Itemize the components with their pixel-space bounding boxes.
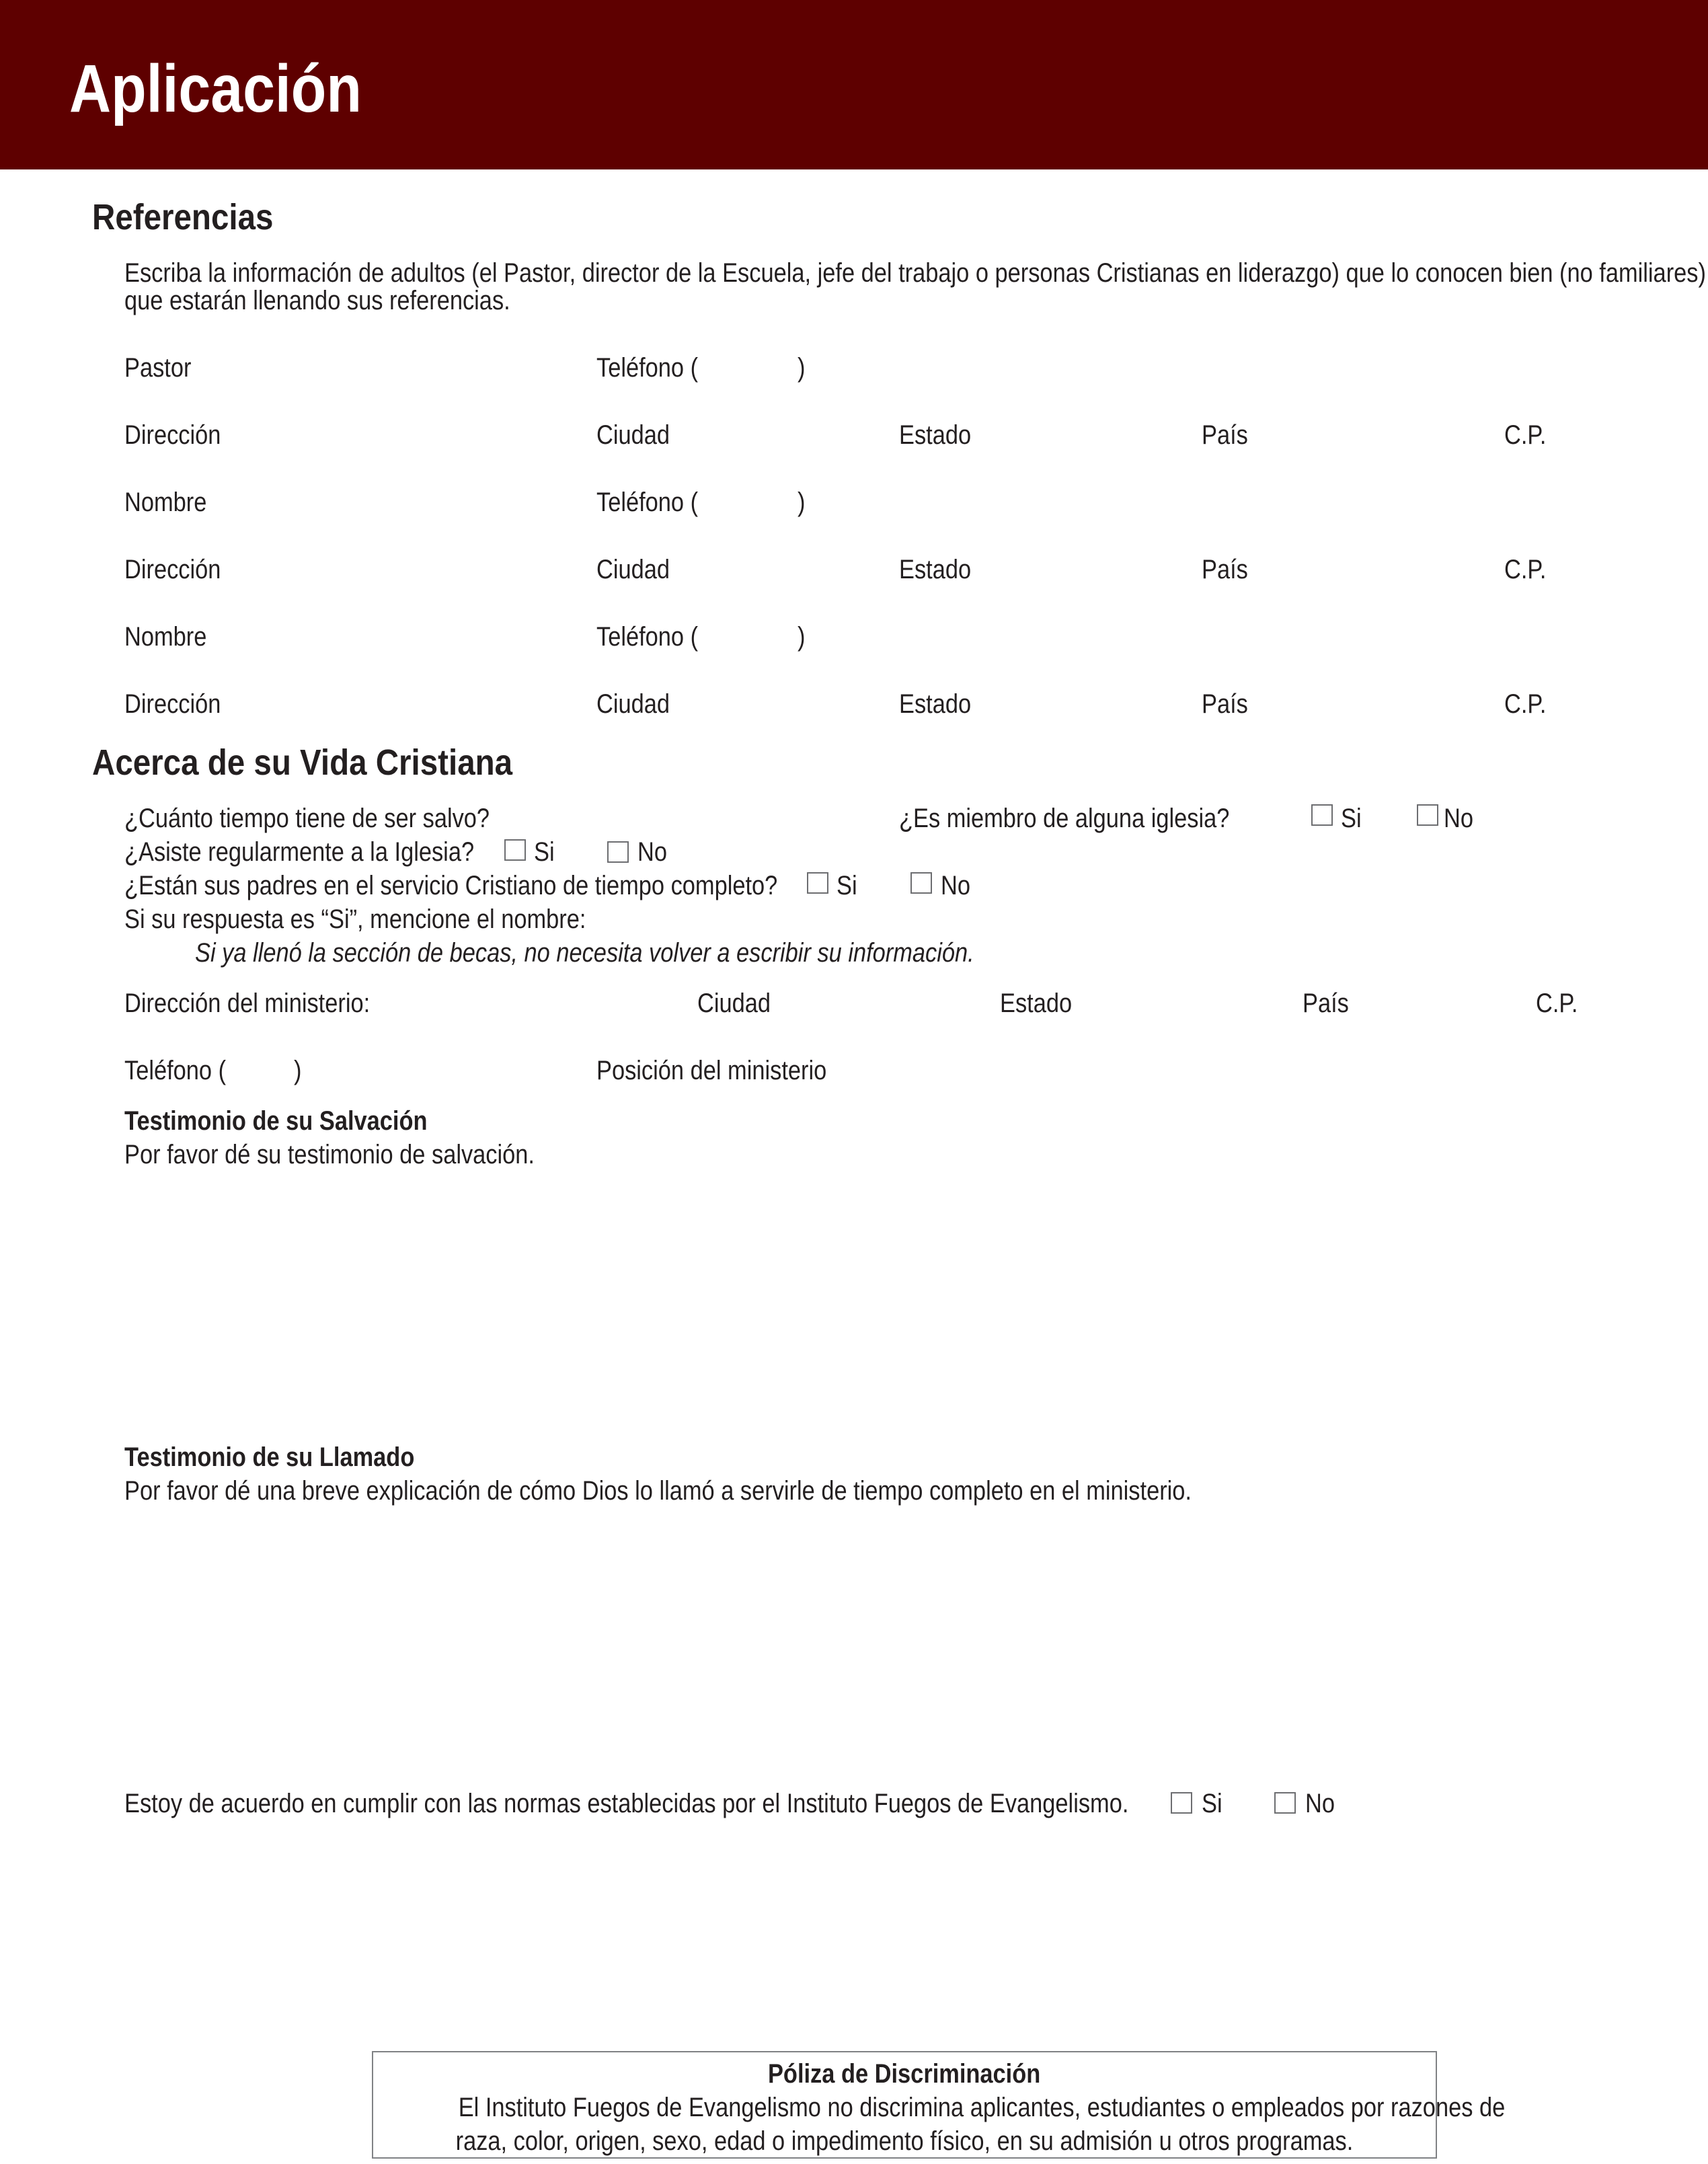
ref1-address-label: Dirección: [124, 420, 221, 450]
ministry-position-label: Posición del ministerio: [596, 1056, 827, 1085]
ref2-name-label: Nombre: [124, 488, 207, 517]
ministry-phone-label: Teléfono (: [124, 1056, 227, 1085]
ref3-phone-label: Teléfono (: [596, 622, 699, 652]
scholarship-note: Si ya llenó la sección de becas, no necesita volver a escribir su información.: [195, 938, 974, 968]
attends-question: ¿Asiste regularmente a la Iglesia?: [124, 837, 475, 867]
parents-yes-label: Si: [837, 871, 857, 900]
saved-question: ¿Cuánto tiempo tiene de ser salvo?: [124, 804, 490, 833]
ref2-state-label: Estado: [899, 555, 972, 584]
christian-life-heading: Acerca de su Vida Cristiana: [92, 742, 513, 783]
member-yes-label: Si: [1341, 804, 1362, 833]
parents-no-checkbox[interactable]: [910, 872, 932, 894]
references-heading: Referencias: [92, 197, 274, 237]
ref1-zip-label: C.P.: [1504, 420, 1547, 450]
agreement-statement: Estoy de acuerdo en cumplir con las normas establecidas por el Instituto Fuegos de Evangelismo.: [124, 1789, 1129, 1818]
attends-no-label: No: [637, 837, 667, 867]
ref2-phone-label: Teléfono (: [596, 488, 699, 517]
ref2-phone-close: ): [798, 488, 806, 517]
ref2-country-label: País: [1202, 555, 1248, 584]
attends-yes-label: Si: [534, 837, 555, 867]
ministry-country-label: País: [1303, 989, 1349, 1018]
ref3-phone-close: ): [798, 622, 806, 652]
page-title: Aplicación: [69, 51, 362, 126]
ref2-zip-label: C.P.: [1504, 555, 1547, 584]
ref1-city-label: Ciudad: [596, 420, 670, 450]
policy-line1: El Instituto Fuegos de Evangelismo no discrimina aplicantes, estudiantes o empleados por razones de: [458, 2093, 1506, 2122]
ministry-phone-close: ): [294, 1056, 302, 1085]
ref3-address-label: Dirección: [124, 689, 221, 719]
header-banner: [0, 0, 1708, 169]
calling-testimony-prompt: Por favor dé una breve explicación de cómo Dios lo llamó a servirle de tiempo completo en el ministerio.: [124, 1476, 1192, 1506]
calling-testimony-heading: Testimonio de su Llamado: [124, 1442, 415, 1472]
member-no-checkbox[interactable]: [1417, 804, 1438, 826]
attends-yes-checkbox[interactable]: [504, 839, 526, 861]
ref1-state-label: Estado: [899, 420, 972, 450]
member-no-label: No: [1444, 804, 1473, 833]
ministry-address-label: Dirección del ministerio:: [124, 989, 371, 1018]
ref1-phone-label: Teléfono (: [596, 353, 699, 383]
ref1-country-label: País: [1202, 420, 1248, 450]
ref3-state-label: Estado: [899, 689, 972, 719]
parents-question: ¿Están sus padres en el servicio Cristiano de tiempo completo?: [124, 871, 778, 900]
discrimination-policy-box: [372, 2051, 1506, 2159]
parents-no-label: No: [941, 871, 970, 900]
ref1-name-label: Pastor: [124, 353, 192, 383]
agreement-yes-checkbox[interactable]: [1171, 1792, 1192, 1814]
attends-no-checkbox[interactable]: [607, 841, 629, 863]
agreement-no-label: No: [1305, 1789, 1335, 1818]
ref2-address-label: Dirección: [124, 555, 221, 584]
parents-yes-checkbox[interactable]: [807, 872, 828, 894]
policy-line2: raza, color, origen, sexo, edad o impedimento físico, en su admisión u otros programas.: [455, 2126, 1354, 2156]
ministry-zip-label: C.P.: [1536, 989, 1578, 1018]
name-prompt: Si su respuesta es “Si”, mencione el nombre:: [124, 904, 586, 934]
ref3-name-label: Nombre: [124, 622, 207, 652]
ref1-phone-close: ): [798, 353, 806, 383]
agreement-yes-label: Si: [1202, 1789, 1222, 1818]
ministry-city-label: Ciudad: [697, 989, 771, 1018]
salvation-testimony-heading: Testimonio de su Salvación: [124, 1106, 428, 1136]
ref3-city-label: Ciudad: [596, 689, 670, 719]
ref3-zip-label: C.P.: [1504, 689, 1547, 719]
member-yes-checkbox[interactable]: [1311, 804, 1333, 826]
agreement-no-checkbox[interactable]: [1274, 1792, 1296, 1814]
ref3-country-label: País: [1202, 689, 1248, 719]
references-intro-line2: que estarán llenando sus referencias.: [124, 286, 510, 315]
member-question: ¿Es miembro de alguna iglesia?: [899, 804, 1230, 833]
policy-title: Póliza de Discriminación: [768, 2059, 1041, 2089]
ministry-state-label: Estado: [1000, 989, 1073, 1018]
salvation-testimony-prompt: Por favor dé su testimonio de salvación.: [124, 1140, 535, 1169]
references-intro-line1: Escriba la información de adultos (el Pastor, director de la Escuela, jefe del trabajo o personas Cristianas en liderazgo) que lo conocen bien (no familiares): [124, 258, 1706, 288]
ref2-city-label: Ciudad: [596, 555, 670, 584]
